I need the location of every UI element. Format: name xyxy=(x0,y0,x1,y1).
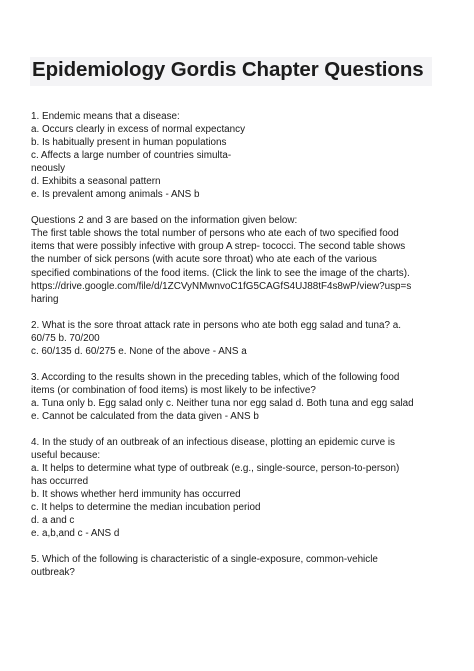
text-line: has occurred xyxy=(31,476,89,488)
text-line: a. Tuna only b. Egg salad only c. Neither tuna nor egg salad d. Both tuna and egg salad xyxy=(31,397,414,409)
text-line: neously xyxy=(31,163,66,175)
text-line: 1. Endemic means that a disease: xyxy=(31,111,180,122)
text-line: a. It helps to determine what type of outbreak (e.g., single-source, person-to-person) xyxy=(31,463,400,475)
text-line: c. It helps to determine the median incubation period xyxy=(31,502,261,514)
question-block xyxy=(31,214,443,305)
text-line: 4. In the study of an outbreak of an infectious disease, plotting an epidemic curve is xyxy=(31,436,395,448)
text-line: b. Is habitually present in human populations xyxy=(31,137,227,149)
text-line: 5. Which of the following is characteristic of a single-exposure, common-vehicle xyxy=(31,554,378,566)
question-block xyxy=(31,319,443,358)
document-body xyxy=(31,110,443,579)
text-line: e. a,b,and c - ANS d xyxy=(31,528,120,540)
text-line: a. Occurs clearly in excess of normal expectancy xyxy=(31,124,246,136)
text-line: e. Cannot be calculated from the data given - ANS b xyxy=(31,410,259,422)
text-line: 2. What is the sore throat attack rate in persons who ate both egg salad and tuna? a. xyxy=(31,319,401,331)
text-line: specified combinations of the food items. (Click the link to see the image of the charts). xyxy=(31,267,410,279)
text-line: c. 60/135 d. 60/275 e. None of the above - ANS a xyxy=(31,345,247,357)
text-line: d. Exhibits a seasonal pattern xyxy=(31,176,161,188)
text-line: Questions 2 and 3 are based on the information given below: xyxy=(31,215,298,227)
question-block xyxy=(31,110,443,201)
question-block xyxy=(31,371,443,423)
drive-link[interactable]: https://drive.google.com/file/d/1ZCVyNMwnvoC1fG5CAGfS4UJ88tF4s8wP/view?usp=s xyxy=(31,280,412,292)
text-line: c. Affects a large number of countries simulta- xyxy=(31,150,232,162)
question-block xyxy=(31,553,443,579)
text-line: outbreak? xyxy=(31,567,75,579)
drive-link-continued[interactable]: haring xyxy=(31,293,59,305)
question-block xyxy=(31,436,443,540)
text-line: items (or combination of food items) is most likely to be infective? xyxy=(31,384,316,396)
text-line: 3. According to the results shown in the preceding tables, which of the following food xyxy=(31,371,400,383)
text-line: the number of sick persons (with acute sore throat) who ate each of the various xyxy=(31,254,377,266)
text-line: b. It shows whether herd immunity has occurred xyxy=(31,489,241,501)
text-line: d. a and c xyxy=(31,515,75,527)
text-line: useful because: xyxy=(31,450,101,462)
text-line: e. Is prevalent among animals - ANS b xyxy=(31,189,200,201)
text-line: 60/75 b. 70/200 xyxy=(31,332,100,344)
document-title: Epidemiology Gordis Chapter Questions xyxy=(32,58,424,81)
text-line: The first table shows the total number of persons who ate each of two specified food xyxy=(31,228,399,240)
text-line: items that were possibly infective with group A strep- tococci. The second table shows xyxy=(31,241,406,253)
